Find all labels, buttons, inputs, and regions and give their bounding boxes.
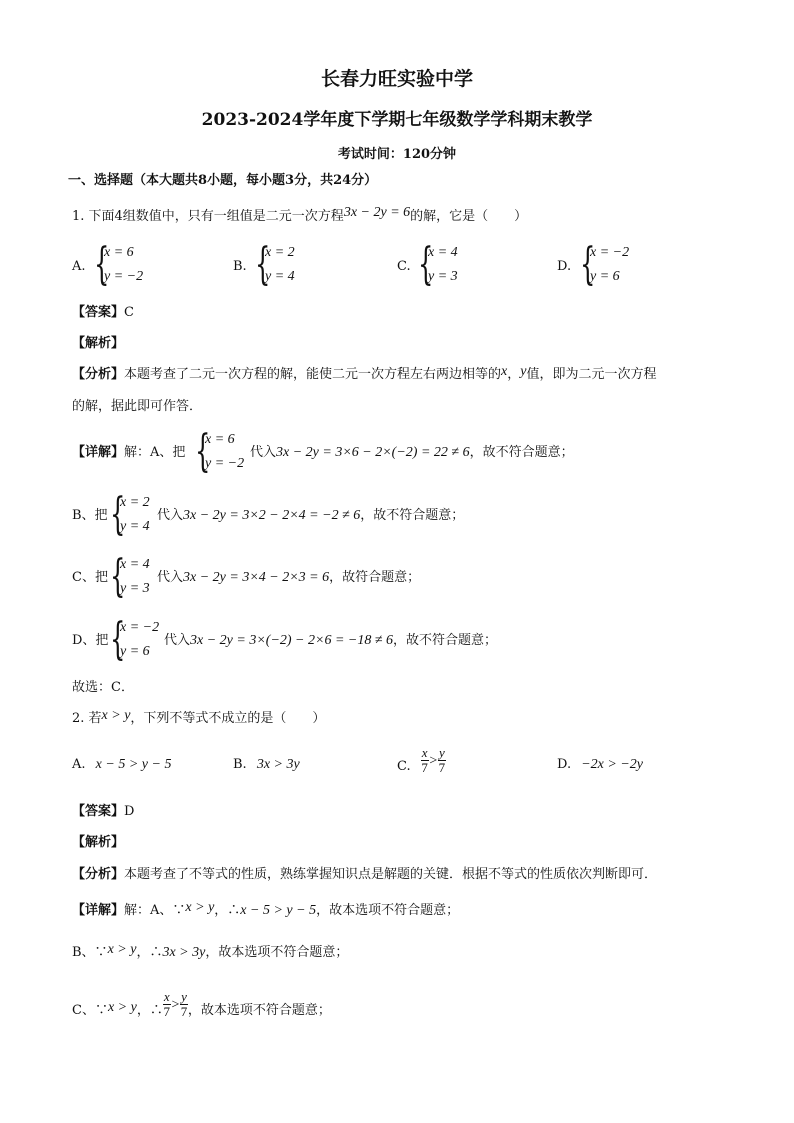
q1-jiexi: 【解析】 [72, 336, 125, 351]
q1-detail-b-row1: x = 2 [120, 495, 150, 510]
q2-option-a-label: A. [72, 757, 86, 772]
q1-detail-c-expr: 3x − 2y = 3×4 − 2×3 = 6 [183, 570, 330, 585]
q1-option-d-row2: y = 6 [590, 269, 620, 284]
q1-detail-a-row2: y = −2 [205, 456, 245, 471]
q2-answer-tag: 【答案】 [72, 804, 125, 819]
q2-detail-b-res: 3x > 3y [162, 945, 206, 960]
q2-detail-c-pre: C、∵ [72, 1003, 108, 1019]
q2-detail-b-cond: x > y [107, 942, 137, 957]
q1-stem-post: 的解，它是（ ） [410, 209, 528, 224]
q1-detail-a-post: ，故不符合题意； [469, 445, 574, 460]
q1-option-c-row1: x = 4 [428, 245, 458, 260]
q2-c-den2: 7 [438, 760, 446, 776]
q2-stem-pre: 2. 若 [72, 711, 102, 726]
q1-option-a-label: A. [72, 259, 86, 274]
q2-answer-value: D [124, 804, 135, 819]
q1-detail-d-expr: 3x − 2y = 3×(−2) − 2×6 = −18 ≠ 6 [190, 633, 394, 648]
q2-detail-a-pre: 解：A、∵ [124, 903, 186, 918]
question-2-stem [72, 708, 326, 726]
q2-option-d-expr: −2x > −2y [581, 757, 644, 772]
q2-c-num1: x [421, 745, 428, 760]
q1-detail-b-post: ，故不符合题意； [360, 508, 465, 523]
q1-detail-c-post: ，故符合题意； [329, 570, 421, 585]
q1-detail-d-mid: 代入 [164, 633, 191, 648]
q1-analysis-tag: 【分析】 [72, 367, 125, 382]
q1-analysis-y: y [520, 364, 527, 379]
q2-detail-a-cond: x > y [185, 900, 215, 915]
q1-option-a-row1: x = 6 [104, 245, 134, 260]
q1-detail-b-expr: 3x − 2y = 3×2 − 2×4 = −2 ≠ 6 [183, 508, 361, 523]
q2-detail-c-den1: 7 [163, 1004, 170, 1020]
q1-detail-d-body [164, 634, 497, 648]
q1-answer-tag: 【答案】 [72, 305, 125, 320]
q2-detail-c-den2: 7 [180, 1004, 188, 1020]
q2-c-gt: > [428, 753, 438, 769]
q1-detail-c-row1: x = 4 [120, 557, 150, 572]
q2-detail-a [72, 900, 460, 918]
q2-detail-a-res: x − 5 > y − 5 [240, 903, 317, 918]
q1-option-c-label: C. [397, 259, 411, 274]
q2-detail-c-frac1 [163, 990, 171, 1020]
q2-condition: x > y [101, 708, 131, 723]
q1-detail-a-lead [72, 446, 185, 459]
q1-detail-d-post: ，故不符合题意； [393, 633, 498, 648]
q2-analysis [72, 868, 657, 881]
q2-stem-post: ，下列不等式不成立的是（ ） [130, 711, 326, 726]
q1-option-d-row1: x = −2 [590, 245, 630, 260]
q1-detail-b-pre: B、把 [72, 508, 108, 523]
q2-detail-b [72, 942, 349, 960]
q2-detail-c-sep: ，∴ [136, 1003, 163, 1019]
q1-analysis-text-a: 本题考查了二元一次方程的解，能使二元一次方程左右两边相等的 [124, 367, 502, 382]
q2-analysis-text: 本题考查了不等式的性质，熟练掌握知识点是解题的关键．根据不等式的性质依次判断即可． [124, 867, 658, 882]
q1-detail-c-mid: 代入 [157, 570, 184, 585]
q1-detail-a-expr: 3x − 2y = 3×6 − 2×(−2) = 22 ≠ 6 [276, 445, 470, 460]
section-heading: 一、选择题（本大题共8小题，每小题3分，共24分） [68, 173, 378, 188]
q2-option-d [557, 758, 643, 772]
q1-detail-b-mid: 代入 [157, 508, 184, 523]
q2-detail-c [72, 990, 331, 1020]
q1-option-b-row2: y = 4 [265, 269, 295, 284]
q1-option-b-row1: x = 2 [265, 245, 295, 260]
q2-detail-b-post: ，故本选项不符合题意； [205, 945, 349, 960]
q1-option-a-row2: y = −2 [104, 269, 144, 284]
q1-detail-c-body [157, 571, 420, 585]
q1-stem-pre: 1. 下面4组数值中，只有一组值是二元一次方程 [72, 209, 344, 224]
q2-answer [72, 805, 134, 818]
q1-detail-d-row1: x = −2 [120, 620, 160, 635]
q1-answer [72, 306, 134, 319]
q1-detail-a-row1: x = 6 [205, 432, 235, 447]
q2-c-num2: y [439, 745, 445, 760]
q1-detail-a-body [250, 446, 574, 460]
q2-detail-c-cond: x > y [107, 1000, 137, 1016]
q2-detail-b-sep: ，∴ [136, 945, 163, 960]
q1-detail-d-row2: y = 6 [120, 644, 150, 659]
q1-detail-a-mid: 代入 [250, 445, 277, 460]
q2-option-c [397, 746, 446, 776]
q2-option-a-expr: x − 5 > y − 5 [95, 757, 172, 772]
q1-detail-d-pre: D、把 [72, 633, 109, 648]
q1-analysis-text-b: 值，即为二元一次方程 [526, 367, 657, 382]
exam-time: 考试时间：120分钟 [337, 147, 457, 162]
q1-detail-c-pre: C、把 [72, 570, 108, 585]
q1-analysis-line2: 的解，据此即可作答． [72, 399, 203, 414]
q1-detail-tag: 【详解】 [72, 445, 125, 460]
q2-option-c-label: C. [397, 759, 411, 775]
q2-jiexi: 【解析】 [72, 835, 125, 850]
q2-c-den1: 7 [421, 760, 428, 776]
q2-option-b [233, 758, 300, 772]
q1-analysis-x: x [501, 364, 508, 379]
school-name: 长春力旺实验中学 [320, 68, 473, 90]
q2-detail-c-frac2 [180, 990, 188, 1020]
q1-detail-b-row2: y = 4 [120, 519, 150, 534]
q2-analysis-tag: 【分析】 [72, 867, 125, 882]
q2-detail-c-post: ，故本选项不符合题意； [187, 1003, 331, 1019]
q2-option-a [72, 758, 171, 772]
q1-option-d-label: D. [557, 259, 572, 274]
q2-detail-c-num2: y [181, 989, 187, 1004]
q2-option-c-frac2 [438, 746, 446, 776]
q1-option-c-row2: y = 3 [428, 269, 458, 284]
q2-detail-a-post: ，故本选项不符合题意； [316, 903, 460, 918]
q2-detail-c-gt: > [170, 997, 181, 1013]
q2-option-c-frac1 [421, 746, 429, 776]
q1-conclusion: 故选：C． [72, 680, 134, 695]
q2-detail-c-num1: x [163, 989, 170, 1004]
q1-analysis-comma: ， [507, 367, 521, 382]
q2-option-d-label: D. [557, 757, 572, 772]
q2-option-b-expr: 3x > 3y [256, 757, 300, 772]
q1-answer-value: C [124, 305, 134, 320]
question-1-stem [72, 205, 528, 224]
q2-detail-b-pre: B、∵ [72, 945, 108, 960]
q1-option-b-label: B. [233, 259, 247, 274]
q1-detail-c-row2: y = 3 [120, 581, 150, 596]
q2-detail-tag: 【详解】 [72, 903, 125, 918]
q2-option-b-label: B. [233, 757, 247, 772]
q1-equation: 3x − 2y = 6 [343, 205, 411, 220]
q1-analysis-line1 [72, 364, 657, 382]
q1-detail-b-body [157, 509, 464, 523]
exam-title: 2023-2024学年度下学期七年级数学学科期末教学 [201, 110, 593, 130]
q2-detail-a-sep: ，∴ [214, 903, 241, 918]
q1-detail-a-pre: 解：A、把 [124, 445, 186, 460]
